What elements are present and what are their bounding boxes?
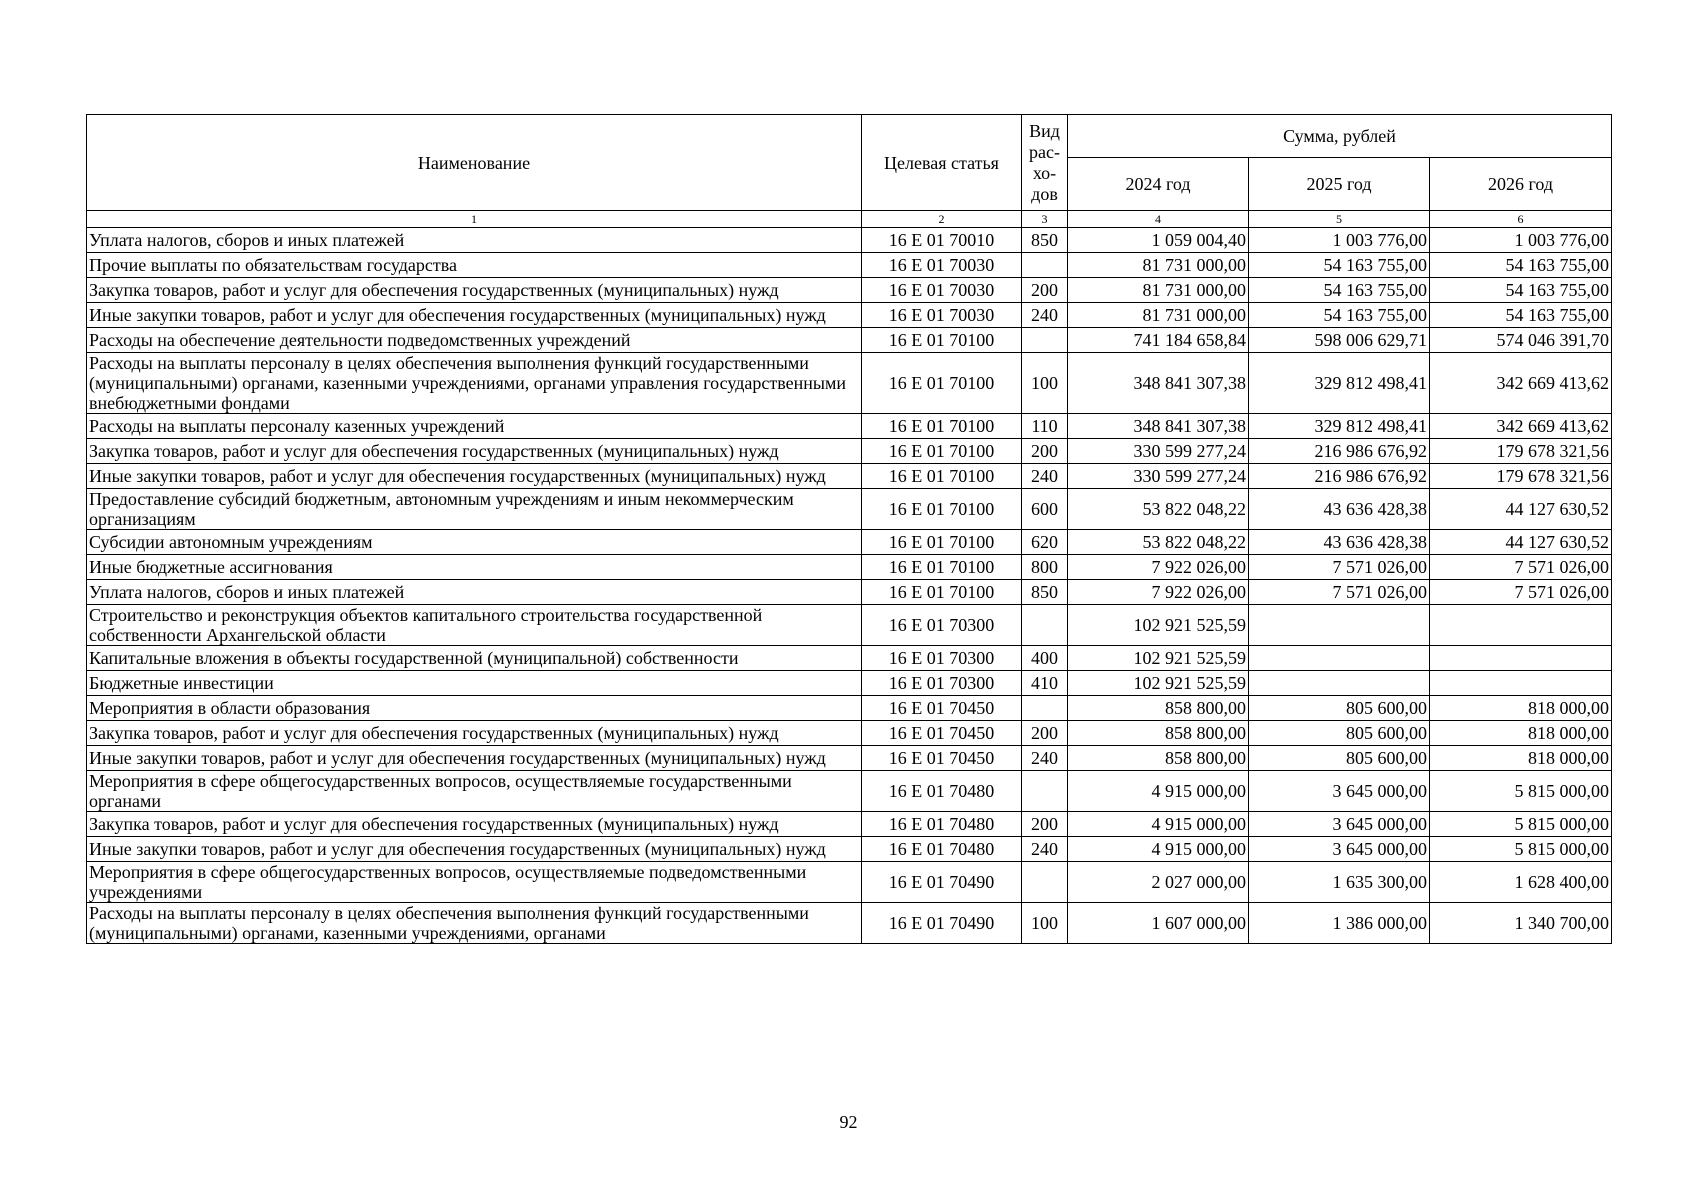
cell-target-code: 16 Е 01 70100	[862, 555, 1022, 580]
cell-sum-2026: 818 000,00	[1430, 746, 1612, 771]
cell-sum-2026: 5 815 000,00	[1430, 812, 1612, 837]
cell-name: Иные закупки товаров, работ и услуг для обеспечения государственных (муниципальных) нужд	[87, 303, 862, 328]
cell-expense-kind: 200	[1022, 812, 1068, 837]
header-colnum-6: 6	[1430, 211, 1612, 228]
cell-name: Строительство и реконструкция объектов капитального строительства государственной собственности Архангельской области	[87, 605, 862, 646]
cell-sum-2026: 7 571 026,00	[1430, 555, 1612, 580]
cell-sum-2025: 805 600,00	[1249, 696, 1430, 721]
cell-name: Иные закупки товаров, работ и услуг для обеспечения государственных (муниципальных) нужд	[87, 746, 862, 771]
cell-target-code: 16 Е 01 70100	[862, 414, 1022, 439]
cell-expense-kind: 240	[1022, 303, 1068, 328]
cell-sum-2024: 102 921 525,59	[1068, 605, 1249, 646]
cell-expense-kind	[1022, 328, 1068, 353]
cell-sum-2025: 54 163 755,00	[1249, 278, 1430, 303]
cell-expense-kind	[1022, 862, 1068, 903]
cell-sum-2025: 805 600,00	[1249, 746, 1430, 771]
cell-name: Уплата налогов, сборов и иных платежей	[87, 228, 862, 253]
header-colnum-2: 2	[862, 211, 1022, 228]
cell-expense-kind	[1022, 696, 1068, 721]
cell-sum-2026: 342 669 413,62	[1430, 353, 1612, 414]
cell-expense-kind: 200	[1022, 721, 1068, 746]
cell-sum-2024: 348 841 307,38	[1068, 414, 1249, 439]
cell-name: Уплата налогов, сборов и иных платежей	[87, 580, 862, 605]
cell-target-code: 16 Е 01 70100	[862, 464, 1022, 489]
cell-name: Иные закупки товаров, работ и услуг для обеспечения государственных (муниципальных) нужд	[87, 837, 862, 862]
table-row	[87, 278, 1612, 303]
table-row	[87, 439, 1612, 464]
cell-name: Бюджетные инвестиции	[87, 671, 862, 696]
table-row	[87, 721, 1612, 746]
cell-target-code: 16 Е 01 70490	[862, 903, 1022, 944]
cell-target-code: 16 Е 01 70490	[862, 862, 1022, 903]
cell-sum-2025: 805 600,00	[1249, 721, 1430, 746]
cell-sum-2026	[1430, 646, 1612, 671]
cell-sum-2026	[1430, 671, 1612, 696]
cell-sum-2024: 4 915 000,00	[1068, 837, 1249, 862]
table-row	[87, 812, 1612, 837]
cell-sum-2024: 1 059 004,40	[1068, 228, 1249, 253]
cell-sum-2025: 3 645 000,00	[1249, 771, 1430, 812]
cell-name: Мероприятия в сфере общегосударственных вопросов, осуществляемые подведомственными учреждениями	[87, 862, 862, 903]
cell-sum-2024: 858 800,00	[1068, 746, 1249, 771]
cell-sum-2024: 330 599 277,24	[1068, 464, 1249, 489]
cell-sum-2024: 2 027 000,00	[1068, 862, 1249, 903]
cell-expense-kind: 410	[1022, 671, 1068, 696]
cell-sum-2026: 342 669 413,62	[1430, 414, 1612, 439]
cell-target-code: 16 Е 01 70100	[862, 439, 1022, 464]
cell-sum-2024: 53 822 048,22	[1068, 489, 1249, 530]
cell-sum-2024: 7 922 026,00	[1068, 580, 1249, 605]
cell-sum-2024: 741 184 658,84	[1068, 328, 1249, 353]
table-row	[87, 489, 1612, 530]
cell-expense-kind: 240	[1022, 837, 1068, 862]
cell-target-code: 16 Е 01 70450	[862, 746, 1022, 771]
cell-expense-kind: 240	[1022, 746, 1068, 771]
cell-expense-kind	[1022, 771, 1068, 812]
table-row	[87, 328, 1612, 353]
cell-sum-2026: 179 678 321,56	[1430, 464, 1612, 489]
cell-target-code: 16 Е 01 70030	[862, 278, 1022, 303]
cell-expense-kind: 200	[1022, 278, 1068, 303]
header-target: Целевая статья	[862, 115, 1022, 211]
table-row	[87, 530, 1612, 555]
cell-target-code: 16 Е 01 70480	[862, 837, 1022, 862]
cell-expense-kind: 620	[1022, 530, 1068, 555]
cell-sum-2025	[1249, 605, 1430, 646]
table-body	[87, 228, 1612, 944]
cell-name: Закупка товаров, работ и услуг для обеспечения государственных (муниципальных) нужд	[87, 812, 862, 837]
cell-sum-2024: 330 599 277,24	[1068, 439, 1249, 464]
cell-target-code: 16 Е 01 70300	[862, 671, 1022, 696]
cell-sum-2025: 1 386 000,00	[1249, 903, 1430, 944]
table-row	[87, 671, 1612, 696]
cell-target-code: 16 Е 01 70450	[862, 721, 1022, 746]
cell-target-code: 16 Е 01 70480	[862, 771, 1022, 812]
table-row	[87, 903, 1612, 944]
cell-sum-2025: 7 571 026,00	[1249, 580, 1430, 605]
cell-sum-2026: 179 678 321,56	[1430, 439, 1612, 464]
cell-expense-kind: 600	[1022, 489, 1068, 530]
cell-target-code: 16 Е 01 70100	[862, 353, 1022, 414]
cell-sum-2026: 1 003 776,00	[1430, 228, 1612, 253]
cell-name: Капитальные вложения в объекты государственной (муниципальной) собственности	[87, 646, 862, 671]
table-row	[87, 555, 1612, 580]
cell-sum-2024: 1 607 000,00	[1068, 903, 1249, 944]
cell-sum-2025: 54 163 755,00	[1249, 253, 1430, 278]
table-row	[87, 580, 1612, 605]
cell-sum-2024: 102 921 525,59	[1068, 671, 1249, 696]
cell-sum-2024: 858 800,00	[1068, 721, 1249, 746]
cell-name: Мероприятия в сфере общегосударственных вопросов, осуществляемые государственными органами	[87, 771, 862, 812]
cell-sum-2025: 3 645 000,00	[1249, 812, 1430, 837]
cell-sum-2026: 818 000,00	[1430, 721, 1612, 746]
cell-sum-2024: 81 731 000,00	[1068, 303, 1249, 328]
cell-sum-2026: 44 127 630,52	[1430, 489, 1612, 530]
cell-sum-2026: 574 046 391,70	[1430, 328, 1612, 353]
cell-target-code: 16 Е 01 70100	[862, 530, 1022, 555]
cell-sum-2025: 1 635 300,00	[1249, 862, 1430, 903]
cell-sum-2026: 54 163 755,00	[1430, 253, 1612, 278]
header-colnum-3: 3	[1022, 211, 1068, 228]
cell-sum-2024: 102 921 525,59	[1068, 646, 1249, 671]
header-name: Наименование	[87, 115, 862, 211]
cell-expense-kind: 800	[1022, 555, 1068, 580]
header-year-2024: 2024 год	[1068, 158, 1249, 211]
cell-target-code: 16 Е 01 70100	[862, 580, 1022, 605]
cell-sum-2025: 1 003 776,00	[1249, 228, 1430, 253]
cell-expense-kind: 100	[1022, 353, 1068, 414]
header-kind: Вид рас-хо-дов	[1022, 115, 1068, 211]
cell-expense-kind: 400	[1022, 646, 1068, 671]
table-row	[87, 771, 1612, 812]
cell-sum-2025	[1249, 646, 1430, 671]
cell-target-code: 16 Е 01 70010	[862, 228, 1022, 253]
cell-expense-kind	[1022, 253, 1068, 278]
cell-sum-2026: 44 127 630,52	[1430, 530, 1612, 555]
table-header	[87, 115, 1612, 228]
cell-sum-2024: 4 915 000,00	[1068, 812, 1249, 837]
cell-sum-2026: 1 628 400,00	[1430, 862, 1612, 903]
cell-target-code: 16 Е 01 70300	[862, 605, 1022, 646]
header-year-2025: 2025 год	[1249, 158, 1430, 211]
cell-sum-2024: 81 731 000,00	[1068, 253, 1249, 278]
cell-expense-kind	[1022, 605, 1068, 646]
cell-sum-2026: 5 815 000,00	[1430, 771, 1612, 812]
table-row	[87, 746, 1612, 771]
cell-target-code: 16 Е 01 70030	[862, 303, 1022, 328]
table-row	[87, 414, 1612, 439]
cell-name: Иные закупки товаров, работ и услуг для обеспечения государственных (муниципальных) нужд	[87, 464, 862, 489]
cell-sum-2024: 348 841 307,38	[1068, 353, 1249, 414]
cell-target-code: 16 Е 01 70480	[862, 812, 1022, 837]
cell-sum-2025: 3 645 000,00	[1249, 837, 1430, 862]
cell-sum-2025	[1249, 671, 1430, 696]
cell-target-code: 16 Е 01 70450	[862, 696, 1022, 721]
cell-expense-kind: 110	[1022, 414, 1068, 439]
budget-table	[86, 114, 1612, 944]
cell-sum-2026: 54 163 755,00	[1430, 303, 1612, 328]
table-row	[87, 353, 1612, 414]
cell-target-code: 16 Е 01 70030	[862, 253, 1022, 278]
cell-sum-2025: 329 812 498,41	[1249, 414, 1430, 439]
cell-sum-2026: 7 571 026,00	[1430, 580, 1612, 605]
cell-expense-kind: 200	[1022, 439, 1068, 464]
table-row	[87, 837, 1612, 862]
cell-target-code: 16 Е 01 70100	[862, 328, 1022, 353]
table-row	[87, 253, 1612, 278]
cell-sum-2024: 858 800,00	[1068, 696, 1249, 721]
cell-sum-2025: 216 986 676,92	[1249, 439, 1430, 464]
cell-name: Закупка товаров, работ и услуг для обеспечения государственных (муниципальных) нужд	[87, 439, 862, 464]
cell-sum-2025: 54 163 755,00	[1249, 303, 1430, 328]
cell-name: Расходы на выплаты персоналу казенных учреждений	[87, 414, 862, 439]
table-row	[87, 303, 1612, 328]
cell-sum-2026: 54 163 755,00	[1430, 278, 1612, 303]
cell-target-code: 16 Е 01 70100	[862, 489, 1022, 530]
cell-sum-2026: 5 815 000,00	[1430, 837, 1612, 862]
table-row	[87, 696, 1612, 721]
table-row	[87, 464, 1612, 489]
page-number: 92	[839, 1112, 858, 1132]
cell-sum-2024: 7 922 026,00	[1068, 555, 1249, 580]
cell-expense-kind: 100	[1022, 903, 1068, 944]
table-row	[87, 862, 1612, 903]
cell-sum-2025: 598 006 629,71	[1249, 328, 1430, 353]
cell-sum-2024: 53 822 048,22	[1068, 530, 1249, 555]
cell-name: Иные бюджетные ассигнования	[87, 555, 862, 580]
header-colnum-4: 4	[1068, 211, 1249, 228]
cell-sum-2026: 818 000,00	[1430, 696, 1612, 721]
table-row	[87, 605, 1612, 646]
header-year-2026: 2026 год	[1430, 158, 1612, 211]
cell-expense-kind: 850	[1022, 228, 1068, 253]
cell-sum-2025: 329 812 498,41	[1249, 353, 1430, 414]
cell-sum-2025: 43 636 428,38	[1249, 530, 1430, 555]
cell-name: Прочие выплаты по обязательствам государства	[87, 253, 862, 278]
cell-expense-kind: 850	[1022, 580, 1068, 605]
cell-name: Расходы на выплаты персоналу в целях обеспечения выполнения функций государственными (муниципальными) органами, казенными учреждениями, органами	[87, 903, 862, 944]
cell-sum-2026	[1430, 605, 1612, 646]
header-colnum-1: 1	[87, 211, 862, 228]
cell-sum-2024: 81 731 000,00	[1068, 278, 1249, 303]
cell-name: Предоставление субсидий бюджетным, автономным учреждениям и иным некоммерческим организациям	[87, 489, 862, 530]
cell-sum-2025: 216 986 676,92	[1249, 464, 1430, 489]
cell-name: Мероприятия в области образования	[87, 696, 862, 721]
cell-name: Расходы на выплаты персоналу в целях обеспечения выполнения функций государственными (муниципальными) органами, казенными учреждениями, органами управления государственными внебюджетными фондами	[87, 353, 862, 414]
cell-name: Закупка товаров, работ и услуг для обеспечения государственных (муниципальных) нужд	[87, 721, 862, 746]
cell-sum-2025: 43 636 428,38	[1249, 489, 1430, 530]
cell-sum-2025: 7 571 026,00	[1249, 555, 1430, 580]
header-sum: Сумма, рублей	[1068, 115, 1612, 158]
cell-name: Расходы на обеспечение деятельности подведомственных учреждений	[87, 328, 862, 353]
header-colnum-5: 5	[1249, 211, 1430, 228]
table-row	[87, 646, 1612, 671]
cell-sum-2024: 4 915 000,00	[1068, 771, 1249, 812]
cell-name: Субсидии автономным учреждениям	[87, 530, 862, 555]
table-row	[87, 228, 1612, 253]
cell-name: Закупка товаров, работ и услуг для обеспечения государственных (муниципальных) нужд	[87, 278, 862, 303]
cell-sum-2026: 1 340 700,00	[1430, 903, 1612, 944]
cell-target-code: 16 Е 01 70300	[862, 646, 1022, 671]
cell-expense-kind: 240	[1022, 464, 1068, 489]
